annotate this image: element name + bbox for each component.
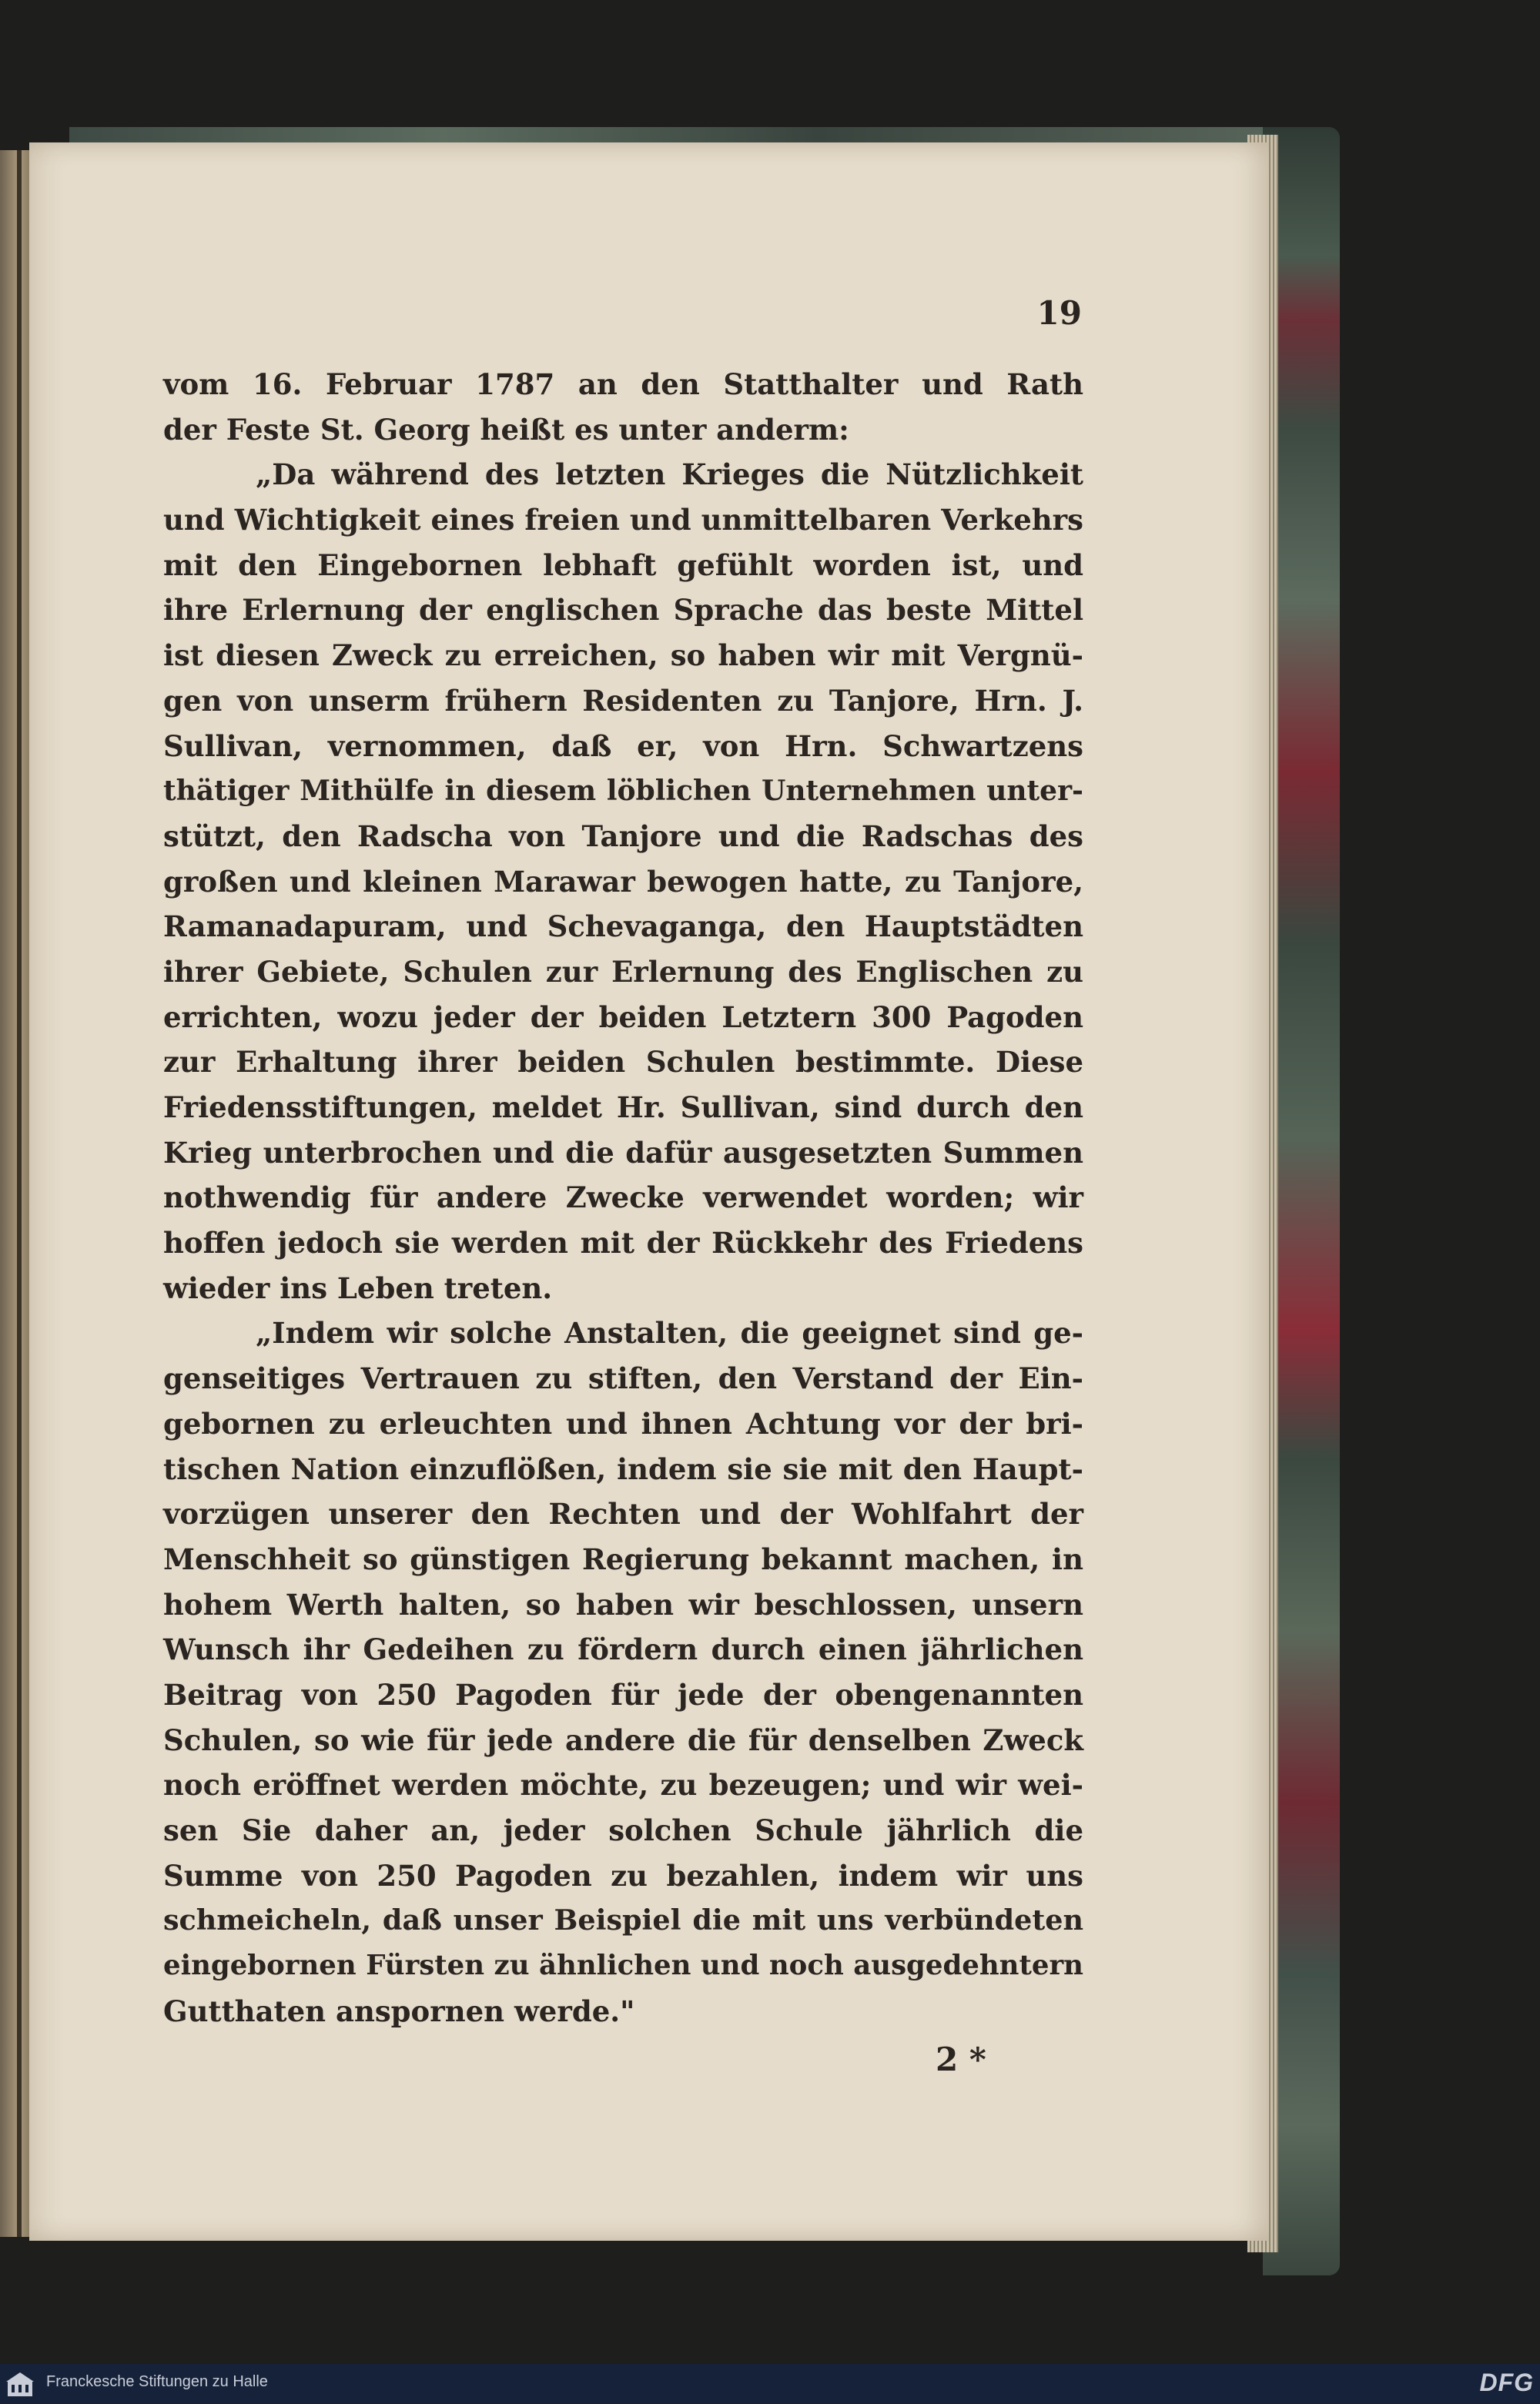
text-line: Beitrag von 250 Pagoden für jede der obengenannten — [163, 1677, 1083, 1712]
text-line: Friedensstiftungen, meldet Hr. Sullivan, sind durch den — [163, 1090, 1083, 1124]
text-line: sen Sie daher an, jeder solchen Schule jährlich die — [163, 1813, 1083, 1847]
page-number: 19 — [1036, 294, 1082, 332]
text-line: Ramanadapuram, und Schevaganga, den Hauptstädten — [163, 909, 1083, 944]
text-line: und Wichtigkeit eines freien und unmittelbaren Verkehrs — [163, 503, 1083, 537]
text-line: „Indem wir solche Anstalten, die geeignet sind ge- — [256, 1316, 1083, 1351]
text-line: noch eröffnet werden möchte, zu bezeugen; und wir wei- — [163, 1768, 1083, 1803]
text-line: Gutthaten anspornen werde." — [163, 1994, 635, 2028]
printer-signature-mark: 2 * — [936, 2041, 986, 2078]
text-line: errichten, wozu jeder der beiden Letztern 300 Pagoden — [163, 999, 1083, 1034]
footer-funder-logo[interactable]: DFG — [1479, 2369, 1534, 2396]
text-line: tischen Nation einzuflößen, indem sie sie mit den Haupt- — [163, 1451, 1083, 1486]
text-line: der Feste St. Georg heißt es unter anderm: — [163, 412, 849, 447]
text-line: wieder ins Leben treten. — [163, 1271, 553, 1305]
text-line: „Da während des letzten Krieges die Nützlichkeit — [256, 457, 1083, 492]
previous-page-edge — [0, 150, 31, 2237]
text-line: gen von unserm frühern Residenten zu Tanjore, Hrn. J. — [163, 683, 1083, 718]
text-line: ihre Erlernung der englischen Sprache das beste Mittel — [163, 593, 1083, 628]
text-line: Krieg unterbrochen und die dafür ausgesetzten Summen — [163, 1135, 1083, 1170]
text-line: hoffen jedoch sie werden mit der Rückkehr des Friedens — [163, 1226, 1083, 1261]
building-icon — [5, 2370, 35, 2399]
text-line: großen und kleinen Marawar bewogen hatte, zu Tanjore, — [163, 864, 1083, 899]
text-line: ihrer Gebiete, Schulen zur Erlernung des Englischen zu — [163, 954, 1083, 989]
text-line: stützt, den Radscha von Tanjore und die Radschas des — [163, 819, 1083, 853]
text-line: zur Erhaltung ihrer beiden Schulen bestimmte. Diese — [163, 1045, 1083, 1080]
text-line: nothwendig für andere Zwecke verwendet worden; wir — [163, 1180, 1083, 1215]
text-line: vom 16. Februar 1787 an den Statthalter und Rath — [163, 367, 1083, 401]
text-line: ist diesen Zweck zu erreichen, so haben wir mit Vergnü- — [163, 638, 1083, 673]
text-line: eingebornen Fürsten zu ähnlichen und noch ausgedehntern — [163, 1950, 1083, 1982]
text-line: gebornen zu erleuchten und ihnen Achtung vor der bri- — [163, 1406, 1083, 1441]
text-line: Sullivan, vernommen, daß er, von Hrn. Schwartzens — [163, 728, 1083, 763]
text-line: Menschheit so günstigen Regierung bekannt machen, in — [163, 1542, 1083, 1576]
text-line: schmeicheln, daß unser Beispiel die mit uns verbündeten — [163, 1903, 1083, 1937]
text-line: hohem Werth halten, so haben wir beschlossen, unsern — [163, 1587, 1083, 1622]
text-line: vorzügen unserer den Rechten und der Wohlfahrt der — [163, 1497, 1083, 1532]
text-line: Summe von 250 Pagoden zu bezahlen, indem wir uns — [163, 1858, 1083, 1893]
body-text — [163, 362, 1083, 2034]
text-line: Wunsch ihr Gedeihen zu fördern durch einen jährlichen — [163, 1632, 1083, 1667]
text-line: thätiger Mithülfe in diesem löblichen Unternehmen unter- — [163, 775, 1083, 808]
footer-institution[interactable]: Franckesche Stiftungen zu Halle — [46, 2373, 268, 2390]
text-line: mit den Eingebornen lebhaft gefühlt worden ist, und — [163, 547, 1083, 582]
text-line: Schulen, so wie für jede andere die für denselben Zweck — [163, 1723, 1083, 1757]
page-gutter — [17, 150, 22, 2237]
text-line: genseitiges Vertrauen zu stiften, den Verstand der Ein- — [163, 1361, 1083, 1396]
